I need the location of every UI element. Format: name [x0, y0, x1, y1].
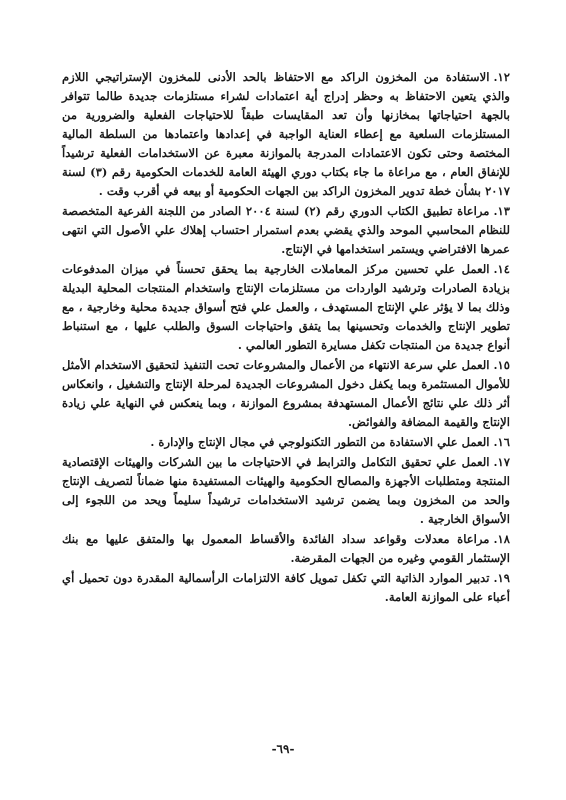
- item-text: تدبير الموارد الذاتية التي تكفل تمويل كافة الالتزامات الرأسمالية المقدرة دون تحميل أي أعباء على الموازنة العامة.: [62, 571, 510, 604]
- item-text: العمل علي تحسين مركز المعاملات الخارجية بما يحقق تحسناً في ميزان المدفوعات بزيادة الصادرات وترشيد الواردات من مستلزمات الإنتاج واستخدام المنتجات المحلية البديلة وذلك بما لا يؤثر علي الإنتاج المستهدف ، والعمل علي فتح أسواق جديدة محلية وخارجية ، مع تطوير الإنتاج والخدمات وتحسينها بما يتفق واحتياجات السوق والطلب عليها ، مع استنباط أنواع جديدة من المنتجات تكفل مسايرة التطور العالمي .: [62, 262, 510, 352]
- page-number: -٦٩-: [271, 742, 295, 756]
- document-body: [62, 68, 510, 607]
- list-item-19: [62, 569, 510, 607]
- item-number: ١٦.: [493, 435, 510, 449]
- item-number: ١٣.: [493, 204, 510, 218]
- item-number: ١٩.: [493, 571, 510, 585]
- item-text: الاستفادة من المخزون الراكد مع الاحتفاظ بالحد الأدنى للمخزون الإستراتيجي اللازم والذي يتعين الاحتفاظ به وحظر إدراج أية اعتمادات لشراء مستلزمات جديدة طالما تتوافر بالجهة احتياجاتها بمخازنها وأن تعد المقايسات طبقاً للاحتياجات الفعلية والضرورية من المستلزمات السلعية مع إعطاء العناية الواجبة في إعدادها واعتمادها من السلطة المالية المختصة وحتى تكون الاعتمادات المدرجة بالموازنة معبرة عن الاستخدامات الفعلية ترشيداً للإنفاق العام ، مع مراعاة ما جاء بكتاب دوري الهيئة العامة للخدمات الحكومية رقم (٣) لسنة ٢٠١٧ بشأن خطة تدوير المخزون الراكد بين الجهات الحكومية أو بيعه في أقرب وقت .: [62, 70, 510, 198]
- list-item-16: [62, 433, 510, 452]
- item-text: مراعاة تطبيق الكتاب الدوري رقم (٢) لسنة ٢٠٠٤ الصادر من اللجنة الفرعية المتخصصة للنظام المحاسبي الموحد والذي يقضي بعدم استمرار احتساب إهلاك علي الأصول التي انتهى عمرها الافتراضي ويستمر استخدامها في الإنتاج.: [62, 204, 510, 256]
- item-number: ١٨.: [493, 532, 510, 546]
- item-number: ١٤.: [493, 262, 510, 276]
- item-number: ١٢.: [493, 70, 510, 84]
- list-item-18: [62, 530, 510, 568]
- item-text: مراعاة معدلات وقواعد سداد الفائدة والأقساط المعمول بها والمتفق عليها مع بنك الإستثمار القومي وغيره من الجهات المقرضة.: [62, 532, 510, 565]
- item-number: ١٧.: [493, 455, 510, 469]
- item-text: العمل علي سرعة الانتهاء من الأعمال والمشروعات تحت التنفيذ لتحقيق الاستخدام الأمثل للأموال المستثمرة وبما يكفل دخول المشروعات الجديدة لمرحلة الإنتاج والتشغيل ، وانعكاس أثر ذلك علي نتائج الأعمال المستهدفة بمشروع الموازنة ، وبما ينعكس في النهاية علي زيادة الإنتاج والقيمة المضافة والفوائض.: [62, 358, 510, 429]
- list-item-14: [62, 260, 510, 355]
- item-text: العمل علي تحقيق التكامل والترابط في الاحتياجات ما بين الشركات والهيئات الإقتصادية المنتجة ومتطلبات الأجهزة والمصالح الحكومية والهيئات المستفيدة منها ضماناً لتصريف الإنتاج والحد من المخزون وبما يضمن ترشيد الاستخدامات ترشيداً سليماً ويحد من اللجوء إلى الأسواق الخارجية .: [62, 455, 510, 526]
- list-item-17: [62, 453, 510, 529]
- item-text: العمل علي الاستفادة من التطور التكنولوجي في مجال الإنتاج والإدارة .: [150, 435, 490, 449]
- list-item-12: [62, 68, 510, 201]
- item-number: ١٥.: [493, 358, 510, 372]
- list-item-15: [62, 356, 510, 432]
- list-item-13: [62, 202, 510, 259]
